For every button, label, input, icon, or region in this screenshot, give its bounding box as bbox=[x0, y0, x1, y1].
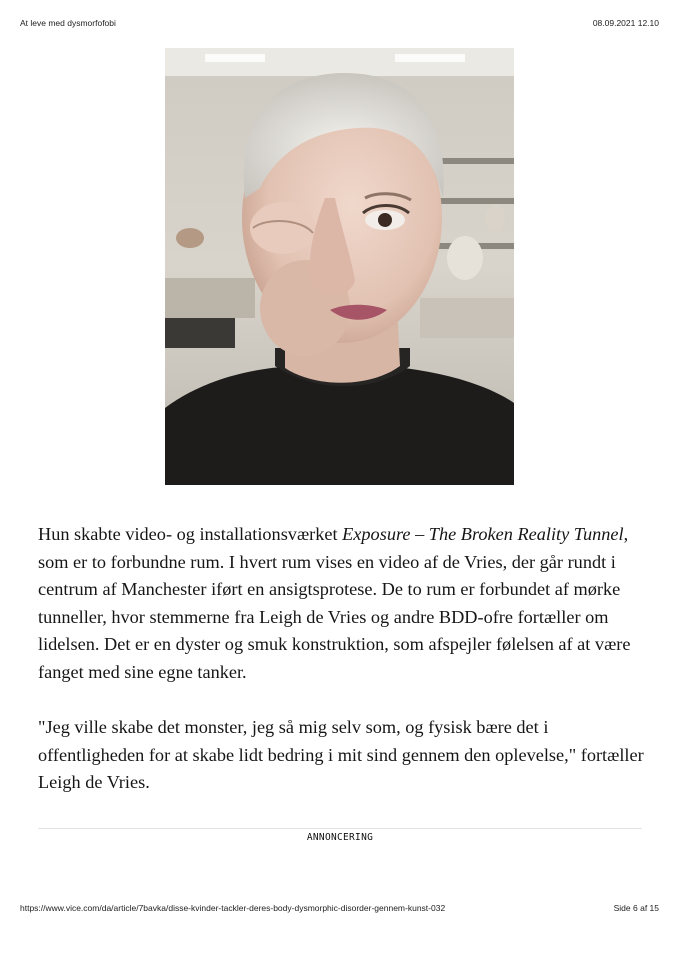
article-quote-paragraph: "Jeg ville skabe det monster, jeg så mig selv som, og fysisk bære det i offentligheden for at skabe lidt bedring i mit sind gennem den oplevelse," fortæller Leigh de Vries. bbox=[38, 717, 644, 792]
advertisement-label: ANNONCERING bbox=[306, 832, 374, 843]
article-paragraph bbox=[38, 521, 644, 686]
document-title: At leve med dysmorfofobi bbox=[20, 18, 116, 28]
page-url: https://www.vice.com/da/article/7bavka/disse-kvinder-tackler-deres-body-dysmorphic-disorder-gennem-kunst-032 bbox=[20, 903, 446, 913]
page-number: Side 6 af 15 bbox=[613, 903, 659, 913]
print-timestamp: 08.09.2021 12.10 bbox=[592, 18, 659, 28]
section-divider bbox=[38, 828, 642, 829]
portrait-photo-icon bbox=[165, 48, 514, 485]
print-footer bbox=[20, 903, 659, 913]
print-header bbox=[20, 18, 659, 28]
article-photo bbox=[165, 48, 514, 485]
artwork-title: Exposure – The Broken Reality Tunnel bbox=[342, 524, 624, 544]
paragraph-text: Hun skabte video- og installationsværket bbox=[38, 524, 343, 544]
paragraph-text: , som er to forbundne rum. I hvert rum vises en video af de Vries, der går rundt i centrum af Manchester iført en ansigtsprotese. De to rum er forbundet af mørke tunneller, hvor stemmerne fra Leigh de Vries og andre BDD-ofre fortæller om lidelsen. Det er en dyster og smuk konstruktion, som afspejler følelsen af at være fanget med sine egne tanker. bbox=[38, 524, 631, 682]
